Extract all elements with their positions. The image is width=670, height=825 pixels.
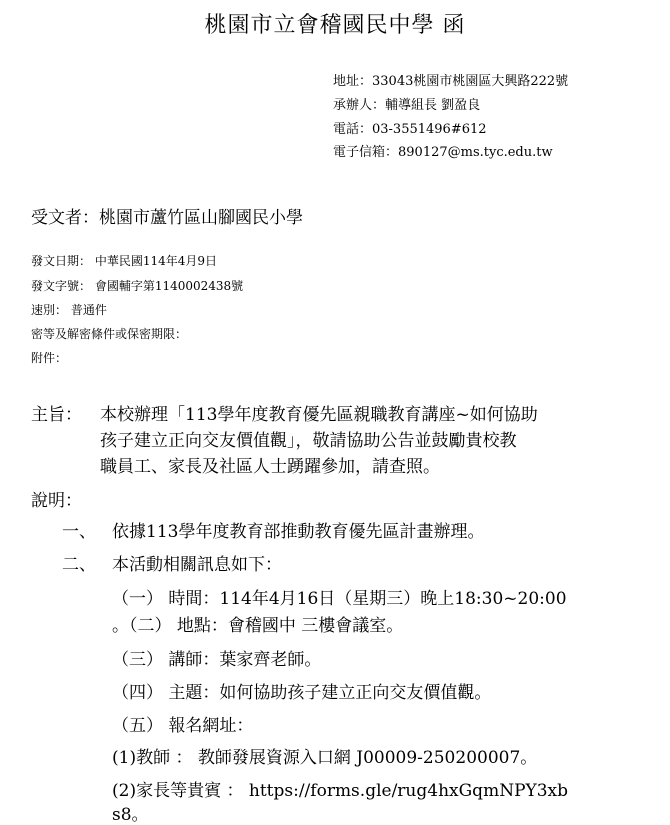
- event-speaker: （三） 講師：葉家齊老師。: [112, 650, 322, 670]
- contact-email: 電子信箱：890127@ms.tyc.edu.tw: [333, 145, 553, 160]
- subject-line-3: 職員工、家長及社區人士踴躍參加，請查照。: [100, 457, 440, 477]
- registration-parent-line-2: s8。: [112, 805, 149, 825]
- contact-address: 地址：33043桃園市桃園區大興路222號: [333, 74, 569, 89]
- item-2-number: 二、: [62, 555, 96, 575]
- attachment-label: 附件：: [31, 351, 68, 365]
- contact-phone: 電話：03-3551496#612: [333, 122, 487, 137]
- item-2-text: 本活動相關訊息如下：: [112, 555, 282, 575]
- explanation-label: 說明：: [31, 491, 82, 511]
- document-number: 發文字號： 會國輔字第1140002438號: [31, 279, 244, 293]
- subject-label: 主旨：: [31, 405, 82, 425]
- event-location: 。（二） 地點：會稽國中 三樓會議室。: [112, 616, 404, 636]
- contact-handler: 承辦人：輔導組長 劉盈良: [333, 98, 481, 113]
- recipient: 受文者：桃園市蘆竹區山腳國民小學: [31, 208, 303, 228]
- issue-date: 發文日期： 中華民國114年4月9日: [31, 254, 217, 268]
- registration-parent-line-1: (2)家長等貴賓 ： https://forms.gle/rug4hxGqmNPY3xb: [112, 781, 569, 801]
- subject-line-1: 本校辦理「113學年度教育優先區親職教育講座~如何協助: [100, 405, 538, 425]
- registration-label: （五） 報名網址：: [112, 716, 254, 736]
- document-title: 桃園市立會稽國民中學 函: [204, 13, 466, 38]
- item-1-number: 一、: [62, 522, 96, 542]
- registration-teacher: (1)教師 ： 教師發展資源入口網 J00009-250200007。: [112, 748, 538, 768]
- subject-line-2: 孩子建立正向交友價值觀」，敬請協助公告並鼓勵貴校教: [100, 431, 517, 451]
- event-time: （一） 時間：114年4月16日（星期三）晚上18:30~20:00: [112, 589, 567, 609]
- security-level: 密等及解密條件或保密期限：: [31, 327, 188, 341]
- item-1-text: 依據113學年度教育部推動教育優先區計畫辦理。: [112, 522, 485, 542]
- delivery-speed: 速別： 普通件: [31, 303, 107, 317]
- event-topic: （四） 主題：如何協助孩子建立正向交友價值觀。: [112, 683, 492, 703]
